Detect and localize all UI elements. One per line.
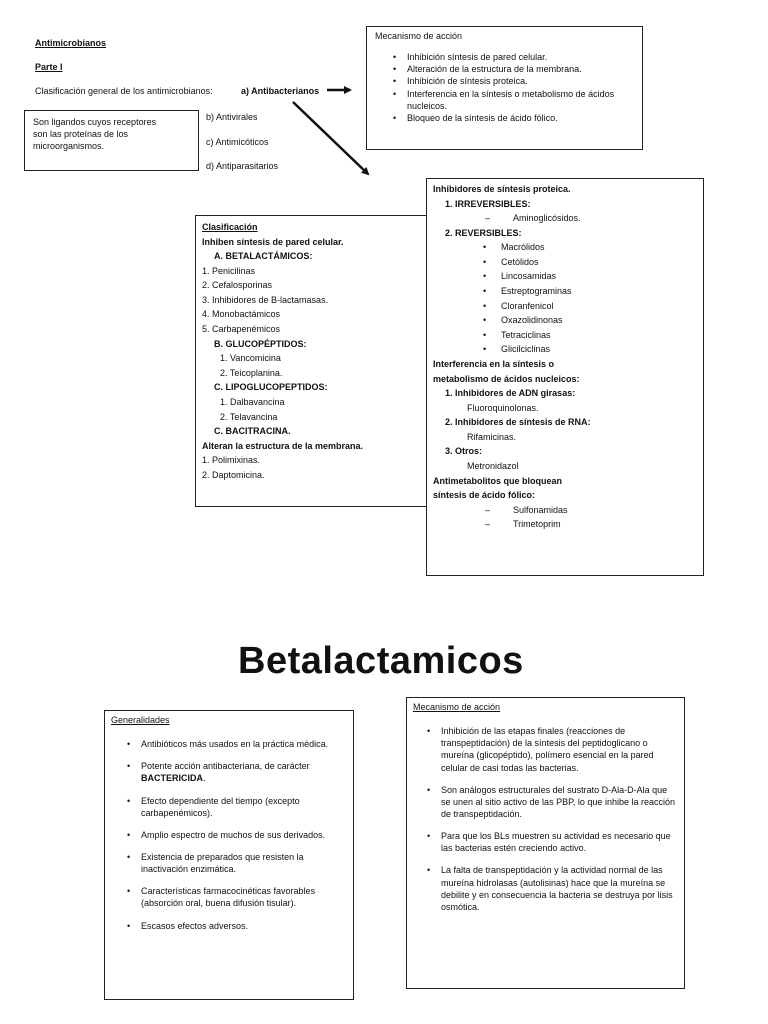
lipoglucopeptido-item: 1. Dalbavancina: [220, 396, 285, 407]
mechanism-beta-item: • Para que los BLs muestren su actividad es necesario que las bacterias estén creciendo activo.: [427, 830, 678, 854]
folic-item-label: Trimetoprim: [513, 519, 561, 530]
generalidades-item: [127, 851, 347, 875]
generalidades-list: [111, 738, 347, 932]
membrane-item: 2. Daptomicina.: [202, 469, 265, 480]
mechanism-top-item: • Inhibición de síntesis proteica.: [393, 75, 634, 87]
generalidades-item-text: Escasos efectos adversos.: [141, 920, 249, 931]
irreversible-item: [433, 211, 697, 226]
irreversible-item-label: Aminoglicósidos.: [513, 213, 581, 224]
option-antivirales: b) Antivirales: [206, 112, 258, 122]
betalactam-item: 4. Monobactámicos: [202, 309, 281, 320]
mechanism-beta-title: Mecanismo de acción: [413, 702, 501, 712]
doc-title: Antimicrobianos: [35, 38, 107, 48]
glucopeptidos-heading: B. GLUCOPÉPTIDOS:: [214, 338, 307, 349]
reversibles-heading: 2. REVERSIBLES:: [445, 227, 522, 238]
mechanism-top-item: • Interferencia en la síntesis o metabolismo de ácidos nucleicos.: [393, 88, 634, 112]
generalidades-item: [127, 920, 347, 932]
generalidades-item: [127, 829, 347, 841]
betalactamicos-title: Betalactamicos: [238, 640, 524, 682]
lipoglucopeptido-item: 2. Telavancina: [220, 411, 278, 422]
lipoglucopeptidos-heading: C. LIPOGLUCOPEPTIDOS:: [214, 382, 328, 393]
protein-synthesis-box: [426, 178, 704, 576]
glucopeptido-item: 1. Vancomicina: [220, 353, 281, 364]
glucopeptido-item: 2. Teicoplanina.: [220, 367, 283, 378]
mechanism-top-box: [366, 26, 643, 150]
classification-intro: Clasificación general de los antimicrobianos:: [35, 86, 213, 96]
wall-synthesis-heading: Inhiben síntesis de pared celular.: [202, 236, 344, 247]
mechanism-top-item: • Bloqueo de la síntesis de ácido fólico.: [393, 112, 634, 124]
otros-item: Metronidazol: [467, 460, 519, 471]
betalactam-item: 3. Inhibidores de B-lactamasas.: [202, 294, 329, 305]
folic-item-label: Sulfonamidas: [513, 504, 568, 515]
rna-heading: 2. Inhibidores de síntesis de RNA:: [445, 417, 591, 428]
membrane-item: 1. Polimixinas.: [202, 455, 261, 466]
reversible-item-label: Macrólidos: [501, 242, 545, 253]
folic-item: [433, 503, 697, 518]
adn-girasas-item: Fluoroquinolonas.: [467, 402, 539, 413]
rna-item: Rifamicinas.: [467, 431, 517, 442]
classification-box: [195, 215, 431, 507]
mechanism-beta-item: • La falta de transpeptidación y la actividad normal de las mureína hidrolasas (autolisinas) hace que la mureína se debilite y en consecuencia la bacteria se destruya por lisis osmótica.: [427, 864, 678, 913]
reversible-item-label: Cloranfenicol: [501, 300, 554, 311]
nucleic-heading-line-1: Interferencia en la síntesis o: [433, 358, 555, 369]
option-antibacterianos: a) Antibacterianos: [241, 86, 320, 96]
classification-title: Clasificación: [202, 222, 258, 232]
mechanism-beta-box: [406, 697, 685, 989]
protein-heading: Inhibidores de síntesis proteica.: [433, 184, 571, 194]
part-label: Parte I: [35, 62, 63, 72]
reversible-item-label: Tetraciclinas: [501, 329, 551, 340]
arrow-diagonal: [293, 102, 368, 174]
generalidades-item-text: Potente acción antibacteriana, de carácter: [141, 761, 310, 772]
ligand-note-line: microorganismos.: [33, 141, 105, 152]
dash-marker: –: [485, 213, 491, 224]
reversible-item: [433, 299, 697, 314]
reversible-item-label: Oxazolidinonas: [501, 315, 563, 326]
dash-marker: –: [485, 519, 491, 530]
betalactam-item: 2. Cefalosporinas: [202, 280, 273, 291]
generalidades-item-text: Efecto dependiente del tiempo (excepto carbapenémicos).: [141, 795, 300, 818]
reversible-item: [433, 284, 697, 299]
betalactam-item: 5. Carbapenémicos: [202, 324, 281, 335]
mechanism-top-item: • Inhibición síntesis de pared celular.: [393, 51, 634, 63]
generalidades-item: [127, 885, 347, 909]
generalidades-title: Generalidades: [111, 715, 170, 725]
betalactam-item: 1. Penicilinas: [202, 265, 256, 276]
reversible-item-label: Cetólidos: [501, 256, 539, 267]
generalidades-item: [127, 760, 347, 784]
folic-item: [433, 517, 697, 532]
reversible-item: [433, 269, 697, 284]
betalactamicos-heading: A. BETALACTÁMICOS:: [214, 251, 313, 262]
mechanism-top-title: Mecanismo de acción: [375, 31, 463, 41]
adn-girasas-heading: 1. Inhibidores de ADN girasas:: [445, 388, 576, 399]
generalidades-item: [127, 795, 347, 819]
reversible-item: [433, 240, 697, 255]
mechanism-beta-item: • Inhibición de las etapas finales (reacciones de transpeptidación) de la síntesis del peptidoglicano o mureína (glicopéptido), polímero esencial en la pared celular de casi todas las bacterias.: [427, 725, 678, 774]
bacitracina-heading: C. BACITRACINA.: [214, 426, 291, 437]
otros-heading: 3. Otros:: [445, 446, 483, 457]
reversible-item-label: Estreptograminas: [501, 286, 572, 297]
generalidades-item: [127, 738, 347, 750]
bactericida-emphasis: BACTERICIDA: [141, 773, 203, 784]
reversible-item-label: Glicilciclinas: [501, 344, 551, 355]
generalidades-item-text: Características farmacocinéticas favorables (absorción oral, buena difusión tisular).: [141, 886, 316, 909]
ligand-note-box: [24, 110, 199, 171]
membrane-heading: Alteran la estructura de la membrana.: [202, 440, 364, 451]
nucleic-heading-line-2: metabolismo de ácidos nucleicos:: [433, 373, 580, 384]
generalidades-item-text: Existencia de preparados que resisten la inactivación enzimática.: [141, 851, 304, 875]
irreversibles-heading: 1. IRREVERSIBLES:: [445, 198, 531, 209]
mechanism-top-list: [375, 51, 634, 124]
option-antimicoticos: c) Antimicóticos: [206, 137, 269, 147]
mechanism-beta-item: • Son análogos estructurales del sustrato D-Ala-D-Ala que se unen al sitio activo de las PBP, lo que inhibe la reacción de transpeptidación.: [427, 784, 678, 820]
reversible-item: [433, 313, 697, 328]
folic-heading-line-1: Antimetabolitos que bloquean: [433, 475, 563, 486]
mechanism-beta-list: [413, 725, 678, 913]
generalidades-item-text: Antibióticos más usados en la práctica médica.: [141, 739, 329, 750]
mechanism-top-item: • Alteración de la estructura de la membrana.: [393, 63, 634, 75]
reversible-item: [433, 255, 697, 270]
ligand-note-line: son las proteínas de los: [33, 129, 129, 140]
dash-marker: –: [485, 504, 491, 515]
folic-heading-line-2: síntesis de ácido fólico:: [433, 490, 536, 501]
reversible-item: [433, 342, 697, 357]
ligand-note-line: Son ligandos cuyos receptores: [33, 117, 157, 127]
reversible-item: [433, 328, 697, 343]
option-antiparasitarios: d) Antiparasitarios: [206, 161, 279, 171]
generalidades-item-suffix: .: [203, 773, 206, 784]
reversible-item-label: Lincosamidas: [501, 271, 557, 282]
generalidades-item-text: Amplio espectro de muchos de sus derivados.: [141, 829, 326, 840]
generalidades-box: [104, 710, 354, 1000]
